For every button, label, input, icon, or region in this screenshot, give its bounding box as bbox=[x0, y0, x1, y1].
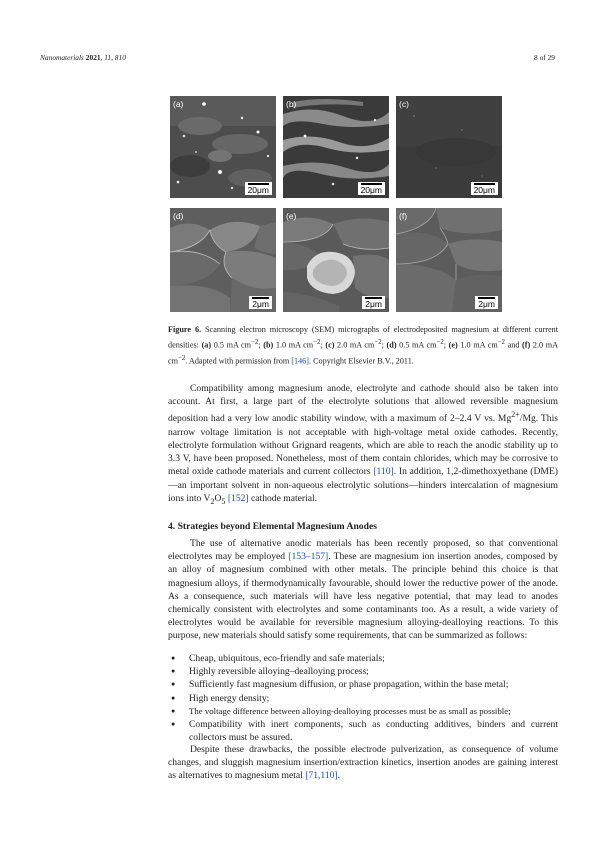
scale-bar: 2μm bbox=[362, 296, 385, 309]
paragraph-text: Despite these drawbacks, the possible electrode pulverization, as consequence of volume changes, and sluggish magnesium insertion/extraction kinetics, insertion anodes are gaining interest as alternatives to magnesium metal [71,110]. bbox=[168, 744, 558, 782]
paragraph-compatibility bbox=[168, 382, 558, 508]
paragraph-alternative-anodes bbox=[168, 537, 558, 643]
panel-label: (b) bbox=[286, 99, 297, 109]
sem-panel-a bbox=[170, 96, 276, 198]
list-item: ● Compatibility with inert components, such as conducting additives, binders and current collectors must be assured. bbox=[168, 718, 558, 744]
list-item: ● The voltage difference between alloying-dealloying processes must be as small as possible; bbox=[168, 705, 558, 718]
sem-panel-c bbox=[396, 96, 502, 198]
scale-bar: 2μm bbox=[249, 296, 272, 309]
sem-panel-f bbox=[396, 208, 502, 312]
panel-label: (e) bbox=[286, 211, 297, 221]
list-item: ● Highly reversible alloying–dealloying process; bbox=[168, 665, 558, 678]
panel-label: (f) bbox=[399, 211, 408, 221]
citation-link[interactable]: [153–157] bbox=[288, 551, 329, 563]
list-item: ● Sufficiently fast magnesium diffusion, or phase propagation, within the base metal; bbox=[168, 678, 558, 691]
running-header-journal: Nanomaterials 2021, 11, 810 bbox=[40, 53, 126, 62]
sem-panel-b bbox=[283, 96, 389, 198]
scale-bar: 20μm bbox=[245, 182, 272, 195]
page-number: 8 of 29 bbox=[534, 53, 555, 62]
citation-link[interactable]: [152] bbox=[227, 492, 249, 504]
section-heading: 4. Strategies beyond Elemental Magnesium Anodes bbox=[168, 521, 377, 532]
citation-link[interactable]: [146] bbox=[291, 356, 309, 366]
scale-bar: 20μm bbox=[471, 182, 498, 195]
scale-bar: 20μm bbox=[358, 182, 385, 195]
panel-label: (c) bbox=[399, 99, 409, 109]
citation-link[interactable]: [71,110] bbox=[305, 770, 338, 782]
sem-micrograph-figure bbox=[170, 96, 502, 314]
list-item: ● High energy density; bbox=[168, 692, 558, 705]
requirements-list bbox=[168, 652, 558, 744]
panel-label: (d) bbox=[173, 211, 184, 221]
paragraph-text: Compatibility among magnesium anode, electrolyte and cathode should also be taken into account. At first, a large part of the electrolyte solutions that allowed reversible magnesium deposition had a very low anodic stability window, with a maximum of 2–2.4 V vs. $Mg^{2+}/Mg$. This narrow voltage limitation is not acceptable with high-voltage metal oxide cathodes. Recently, electrolyte formulation without Grignard reagents, which are able to reach the anodic stability up to 3.3 V, have been proposed. Nonetheless, most of them contain chlorides, which may be corrosive to metal oxide cathode materials and current collectors [110]. In addition, 1,2-dimethoxyethane (DME)—an important solvent in non-aqueous electrolytic solutions—hinders intercalation of magnesium ions into $V_2O_5$ [152] cathode material. bbox=[168, 383, 558, 506]
sem-panel-e bbox=[283, 208, 389, 312]
scale-bar: 2μm bbox=[475, 296, 498, 309]
sem-panel-d bbox=[170, 208, 276, 312]
paragraph-text: The use of alternative anodic materials has been recently proposed, so that conventional electrolytes may be employed [153–157]. These are magnesium ion insertion anodes, composed by an alloy of magnesium combined with other metals. The principle behind this choice is that magnesium alloys, if thermodynamically favourable, should lower the reductive power of the anode. As a consequence, such materials will have less negative potential, that may lead to anodes chemically consistent with electrolytes and some contaminants too. As a result, a wide variety of electrolytes would be available for reversible magnesium alloying-dealloying reactions. To this purpose, new materials should satisfy some requirements, that can be summarized as follows: bbox=[168, 538, 558, 642]
paragraph-drawbacks bbox=[168, 743, 558, 783]
list-item: ● Cheap, ubiquitous, eco-friendly and safe materials; bbox=[168, 652, 558, 665]
panel-label: (a) bbox=[173, 99, 184, 109]
citation-link[interactable]: [110] bbox=[373, 466, 394, 478]
figure-caption: Figure 6. Scanning electron microscopy (SEM) micrographs of electrodeposited magnesium at different current densities: (a) 0.5 mA $cm^{-2}$; (b) 1.0 mA $cm^{-2}$; (c) 2.0 mA $cm^{-2}$; (d) 0.5 mA $cm^{-2}$; (e) 1.0 mA $cm^{-2}$ and (f) 2.0 mA $cm^{-2}$. Adapted with permission from [146]. Copyright Elsevier B.V., 2011. bbox=[168, 325, 558, 366]
